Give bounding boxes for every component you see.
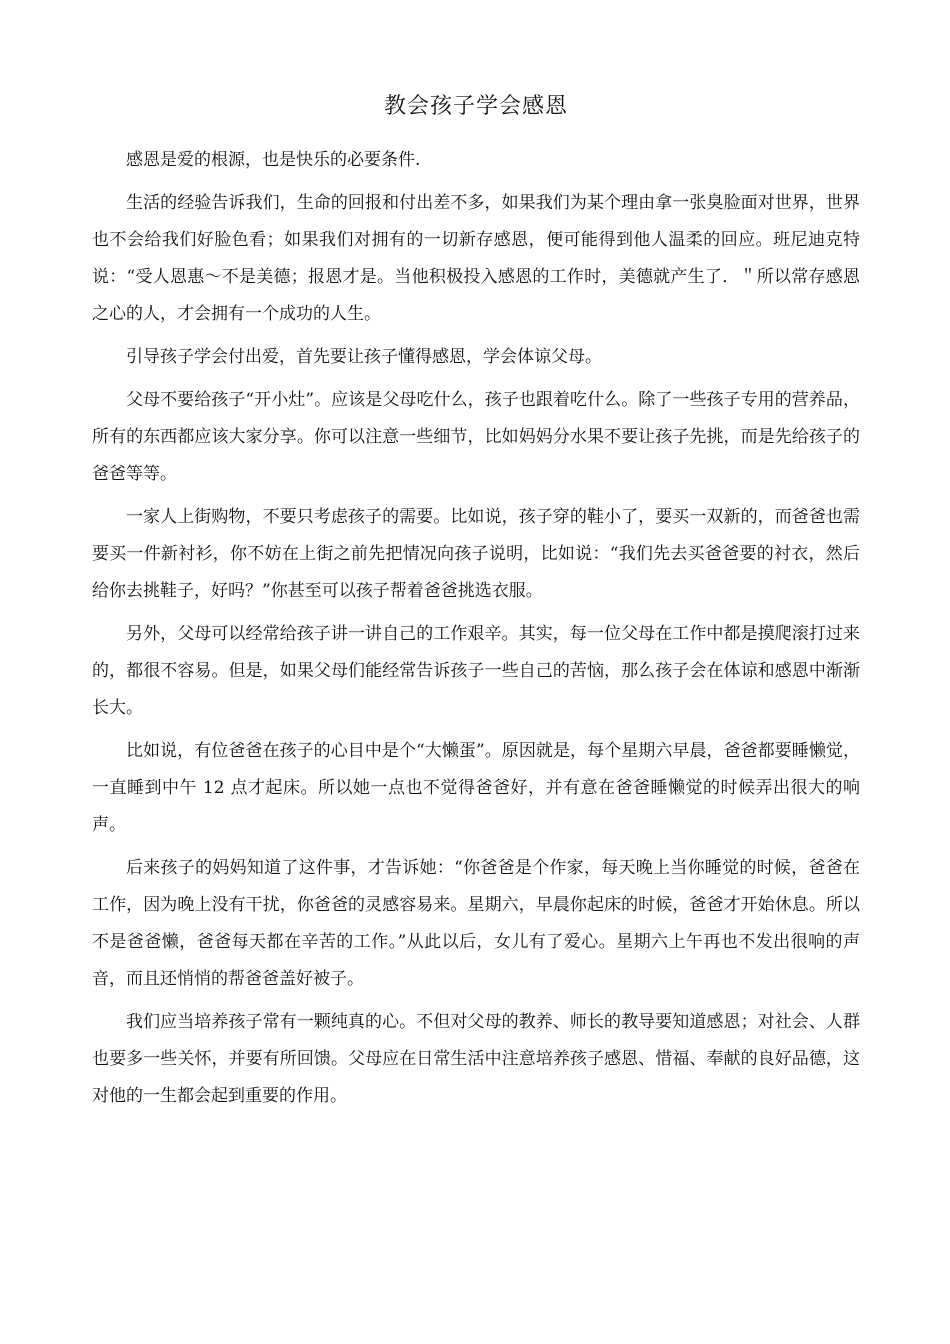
paragraph: 后来孩子的妈妈知道了这件事，才告诉她：“你爸爸是个作家，每天晚上当你睡觉的时候，爸爸在工作，因为晚上没有干扰，你爸爸的灵感容易来。星期六，早晨你起床的时候，爸爸才开始休息。所以不是爸爸懒，爸爸每天都在辛苦的工作。”从此以后，女儿有了爱心。星期六上午再也不发出很响的声音，而且还悄悄的帮爸爸盖好被子。 <box>92 858 860 989</box>
paragraph: 另外，父母可以经常给孩子讲一讲自己的工作艰辛。其实，每一位父母在工作中都是摸爬滚打过来的，都很不容易。但是，如果父母们能经常告诉孩子一些自己的苦恼，那么孩子会在体谅和感恩中渐渐长大。 <box>92 624 860 718</box>
paragraph: 我们应当培养孩子常有一颗纯真的心。不但对父母的教养、师长的教导要知道感恩；对社会、人群也要多一些关怀，并要有所回馈。父母应在日常生活中注意培养孩子感恩、惜福、奉献的良好品德，这对他的一生都会起到重要的作用。 <box>92 1012 860 1106</box>
paragraph: 父母不要给孩子“开小灶”。应该是父母吃什么，孩子也跟着吃什么。除了一些孩子专用的营养品，所有的东西都应该大家分享。你可以注意一些细节，比如妈妈分水果不要让孩子先挑，而是先给孩子的爸爸等等。 <box>92 390 860 484</box>
paragraph: 比如说，有位爸爸在孩子的心目中是个“大懒蛋”。原因就是，每个星期六早晨，爸爸都要睡懒觉，一直睡到中午 12 点才起床。所以她一点也不觉得爸爸好，并有意在爸爸睡懒觉的时候弄出很大的响声。 <box>92 741 860 835</box>
paragraph: 一家人上街购物，不要只考虑孩子的需要。比如说，孩子穿的鞋小了，要买一双新的，而爸爸也需要买一件新衬衫，你不妨在上街之前先把情况向孩子说明，比如说：“我们先去买爸爸要的衬衣，然后给你去挑鞋子，好吗？”你甚至可以孩子帮着爸爸挑选衣服。 <box>92 507 860 601</box>
document-title: 教会孩子学会感恩 <box>383 94 568 119</box>
document-page <box>92 90 860 1121</box>
paragraph: 感恩是爱的根源，也是快乐的必要条件. <box>126 150 421 170</box>
paragraph: 生活的经验告诉我们，生命的回报和付出差不多，如果我们为某个理由拿一张臭脸面对世界，世界也不会给我们好脸色看；如果我们对拥有的一切新存感恩，便可能得到他人温柔的回应。班尼迪克特说：“受人恩惠～不是美德；报恩才是。当他积极投入感恩的工作时，美德就产生了．＂所以常存感恩之心的人，才会拥有一个成功的人生。 <box>92 193 860 324</box>
paragraph: 引导孩子学会付出爱，首先要让孩子懂得感恩，学会体谅父母。 <box>126 347 602 367</box>
